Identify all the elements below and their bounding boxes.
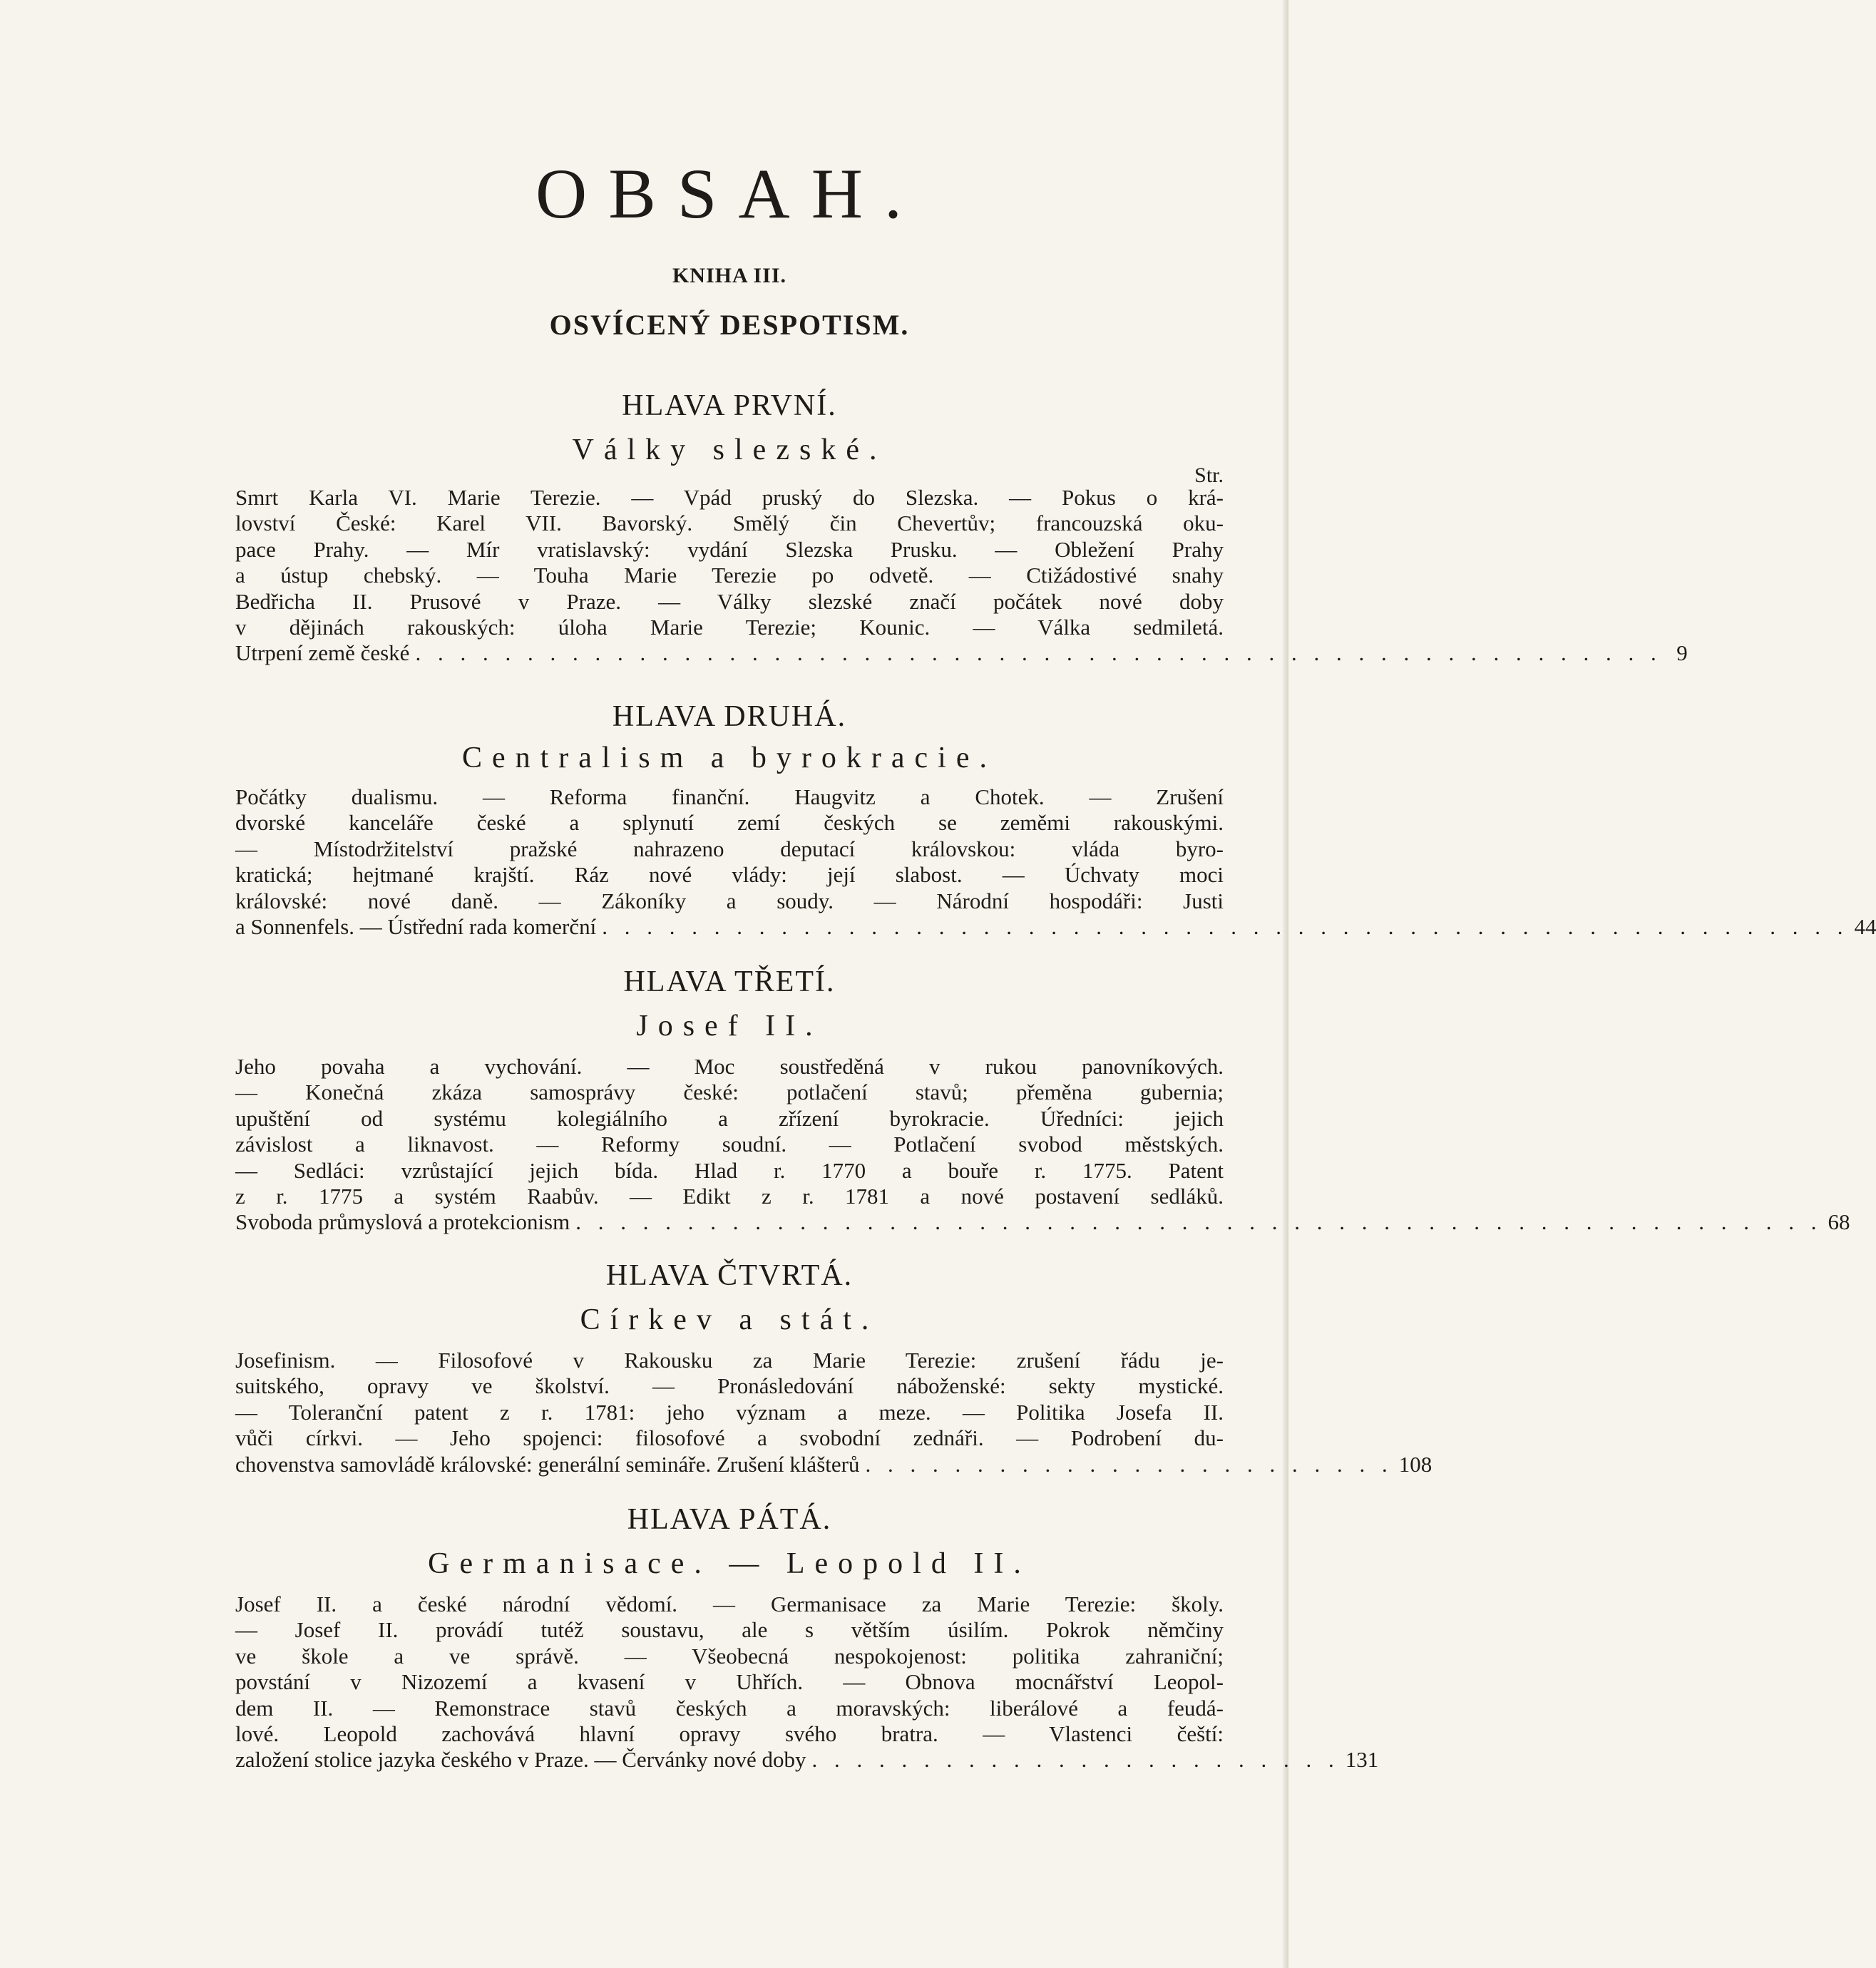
summary-line: v dějinách rakouských: úloha Marie Terezie; Kounic. — Válka sedmiletá.: [235, 614, 1224, 640]
page-column-label: Str.: [1194, 463, 1224, 487]
summary-line: Josef II. a české národní vědomí. — Germanisace za Marie Terezie: školy.: [235, 1592, 1224, 1616]
summary-line: — Toleranční patent z r. 1781: jeho význam a meze. — Politika Josefa II.: [235, 1399, 1224, 1425]
page-number: 131: [1345, 1747, 1379, 1773]
dot-leader: . . . . . . . . . . . . . . . . . . . . . . . .: [865, 1451, 1393, 1477]
chapter-5-summary: [235, 1592, 1379, 1773]
chapter-5-subtitle: Germanisace. — Leopold II.: [428, 1547, 1031, 1580]
summary-line: Josefinism. — Filosofové v Rakousku za Marie Terezie: zrušení řádu je-: [235, 1348, 1224, 1373]
summary-line: chovenstva samovládě královské: generální semináře. Zrušení klášterů: [235, 1451, 860, 1477]
chapter-4-heading: HLAVA ČTVRTÁ.: [605, 1259, 854, 1292]
summary-line: povstání v Nizozemí a kvasení v Uhřích. — Obnova mocnářství Leopol-: [235, 1669, 1224, 1695]
chapter-1-summary: [235, 485, 1688, 667]
chapter-4-subtitle: Církev a stát.: [580, 1303, 879, 1336]
dot-leader: . . . . . . . . . . . . . . . . . . . . . . . .: [811, 1747, 1340, 1773]
summary-line: dem II. — Remonstrace stavů českých a moravských: liberálové a feudá-: [235, 1695, 1224, 1721]
summary-line: Počátky dualismu. — Reforma finanční. Haugvitz a Chotek. — Zrušení: [235, 784, 1224, 809]
summary-line: lové. Leopold zachovává hlavní opravy svého bratra. — Vlastenci čeští:: [235, 1721, 1224, 1746]
summary-line: pace Prahy. — Mír vratislavský: vydání Slezska Prusku. — Obležení Prahy: [235, 536, 1224, 562]
summary-line: kratická; hejtmané krajští. Ráz nové vlády: její slabost. — Úchvaty moci: [235, 862, 1224, 888]
summary-line: — Josef II. provádí tutéž soustavu, ale s větším úsilím. Pokrok němčiny: [235, 1617, 1224, 1643]
chapter-3-heading: HLAVA TŘETÍ.: [623, 965, 836, 998]
chapter-2-summary: [235, 784, 1876, 940]
summary-last-line: [235, 913, 1876, 940]
chapter-3-subtitle: Josef II.: [636, 1010, 823, 1042]
page-number: 44: [1854, 913, 1876, 939]
summary-line: závislost a liknavost. — Reformy soudní. — Potlačení svobod městských.: [235, 1132, 1224, 1157]
summary-line: Svoboda průmyslová a protekcionism: [235, 1209, 570, 1235]
book-label: KNIHA III.: [672, 264, 787, 287]
summary-line: a ústup chebský. — Touha Marie Terezie po odvetě. — Ctižádostivé snahy: [235, 563, 1224, 588]
summary-line: upuštění od systému kolegiálního a zřízení byrokracie. Úředníci: jejich: [235, 1105, 1224, 1131]
summary-line: dvorské kanceláře české a splynutí zemí českých se zeměmi rakouskými.: [235, 810, 1224, 836]
summary-line: Smrt Karla VI. Marie Terezie. — Vpád pruský do Slezska. — Pokus o krá-: [235, 485, 1224, 510]
page-edge: [1283, 0, 1288, 1968]
page-number: 108: [1398, 1451, 1432, 1477]
chapter-2-subtitle: Centralism a byrokracie.: [461, 742, 997, 774]
summary-line: suitského, opravy ve školství. — Pronásledování náboženské: sekty mystické.: [235, 1373, 1224, 1399]
summary-line: založení stolice jazyka českého v Praze. — Červánky nové doby: [235, 1747, 806, 1773]
chapter-1-heading: HLAVA PRVNÍ.: [622, 389, 837, 422]
book-title: OSVÍCENÝ DESPOTISM.: [549, 309, 910, 341]
summary-line: — Sedláci: vzrůstající jejich bída. Hlad r. 1770 a bouře r. 1775. Patent: [235, 1157, 1224, 1183]
page-number: 68: [1828, 1209, 1850, 1235]
summary-line: královské: nové daně. — Zákoníky a soudy. — Národní hospodáři: Justi: [235, 888, 1224, 913]
page-number: 9: [1676, 640, 1688, 666]
summary-line: Bedřicha II. Prusové v Praze. — Války slezské značí počátek nové doby: [235, 588, 1224, 614]
summary-line: — Konečná zkáza samosprávy české: potlačení stavů; přeměna gubernia;: [235, 1080, 1224, 1105]
dot-leader: . . . . . . . . . . . . . . . . . . . . . . . . . . . . . . . . . . . . . . . . . . . . . . . . . . . . . . . .: [415, 640, 1662, 666]
chapter-4-summary: [235, 1348, 1432, 1477]
summary-last-line: [235, 640, 1688, 666]
chapter-5-heading: HLAVA PÁTÁ.: [627, 1503, 832, 1536]
dot-leader: . . . . . . . . . . . . . . . . . . . . . . . . . . . . . . . . . . . . . . . . . . . . . . . . . . . . . . . .: [575, 1209, 1823, 1235]
chapter-1-subtitle: Války slezské.: [572, 434, 887, 466]
summary-last-line: [235, 1747, 1379, 1773]
summary-line: lovství České: Karel VII. Bavorský. Smělý čin Chevertův; francouzská oku-: [235, 511, 1224, 536]
summary-line: vůči církvi. — Jeho spojenci: filosofové a svobodní zednáři. — Podrobení du-: [235, 1425, 1224, 1451]
chapter-3-summary: [235, 1054, 1850, 1236]
summary-line: Utrpení země české: [235, 640, 410, 666]
summary-last-line: [235, 1451, 1432, 1477]
summary-line: ve škole a ve správě. — Všeobecná nespokojenost: politika zahraniční;: [235, 1643, 1224, 1669]
summary-line: — Místodržitelství pražské nahrazeno deputací královskou: vláda byro-: [235, 836, 1224, 861]
page-title: OBSAH.: [535, 154, 923, 233]
summary-last-line: [235, 1209, 1850, 1235]
summary-line: Jeho povaha a vychování. — Moc soustředěná v rukou panovníkových.: [235, 1054, 1224, 1079]
dot-leader: . . . . . . . . . . . . . . . . . . . . . . . . . . . . . . . . . . . . . . . . . . . . . . . . . . . . . . . .: [602, 913, 1849, 939]
chapter-2-heading: HLAVA DRUHÁ.: [612, 700, 847, 733]
summary-line: z r. 1775 a systém Raabův. — Edikt z r. 1781 a nové postavení sedláků.: [235, 1183, 1224, 1209]
summary-line: a Sonnenfels. — Ústřední rada komerční: [235, 913, 597, 939]
